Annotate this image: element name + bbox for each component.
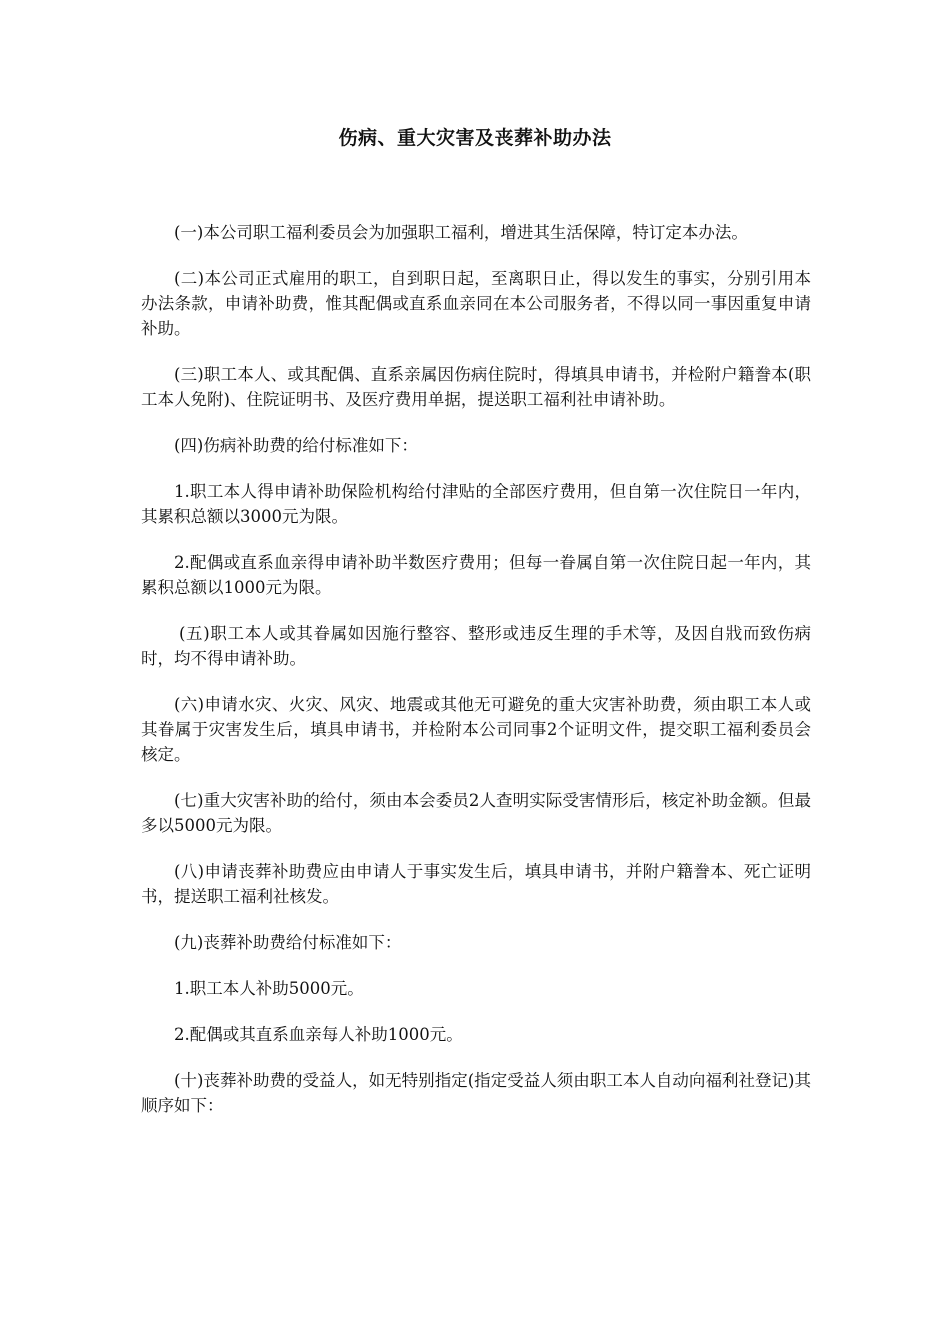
paragraph-11: (九)丧葬补助费给付标准如下：	[174, 933, 402, 952]
paragraph-2: (二)本公司正式雇用的职工，自到职日起，至离职日止，得以发生的事实，分别引用本办法条款，申请补助费，惟其配偶或直系血亲同在本公司服务者，不得以同一事因重复申请补助。	[141, 269, 811, 338]
paragraph-13: 2.配偶或其直系血亲每人补助1000元。	[174, 1025, 463, 1044]
paragraph-3: (三)职工本人、或其配偶、直系亲属因伤病住院时，得填具申请书，并检附户籍誊本(职工本人免附)、住院证明书、及医疗费用单据，提送职工福利社申请补助。	[141, 365, 811, 409]
paragraph-4: (四)伤病补助费的给付标准如下：	[174, 436, 418, 455]
paragraph-6: 2.配偶或直系血亲得申请补助半数医疗费用；但每一眷属自第一次住院日起一年内，其累积总额以1000元为限。	[141, 553, 811, 597]
paragraph-5: 1.职工本人得申请补助保险机构给付津贴的全部医疗费用，但自第一次住院日一年内，其累积总额以3000元为限。	[141, 482, 811, 526]
document-title: 伤病、重大灾害及丧葬补助办法	[338, 127, 612, 149]
paragraph-12: 1.职工本人补助5000元。	[174, 979, 364, 998]
document-body	[141, 220, 811, 1139]
paragraph-14: (十)丧葬补助费的受益人，如无特别指定(指定受益人须由职工本人自动向福利社登记)其顺序如下：	[141, 1071, 811, 1115]
paragraph-8: (六)申请水灾、火灾、风灾、地震或其他无可避免的重大灾害补助费，须由职工本人或其眷属于灾害发生后，填具申请书，并检附本公司同事2个证明文件，提交职工福利委员会核定。	[141, 695, 811, 764]
paragraph-1: (一)本公司职工福利委员会为加强职工福利，增进其生活保障，特订定本办法。	[174, 223, 748, 242]
paragraph-7: (五)职工本人或其眷属如因施行整容、整形或违反生理的手术等，及因自戕而致伤病时，均不得申请补助。	[141, 624, 811, 668]
paragraph-9: (七)重大灾害补助的给付，须由本会委员2人查明实际受害情形后，核定补助金额。但最多以5000元为限。	[141, 791, 811, 835]
paragraph-10: (八)申请丧葬补助费应由申请人于事实发生后，填具申请书，并附户籍誊本、死亡证明书，提送职工福利社核发。	[141, 862, 811, 906]
